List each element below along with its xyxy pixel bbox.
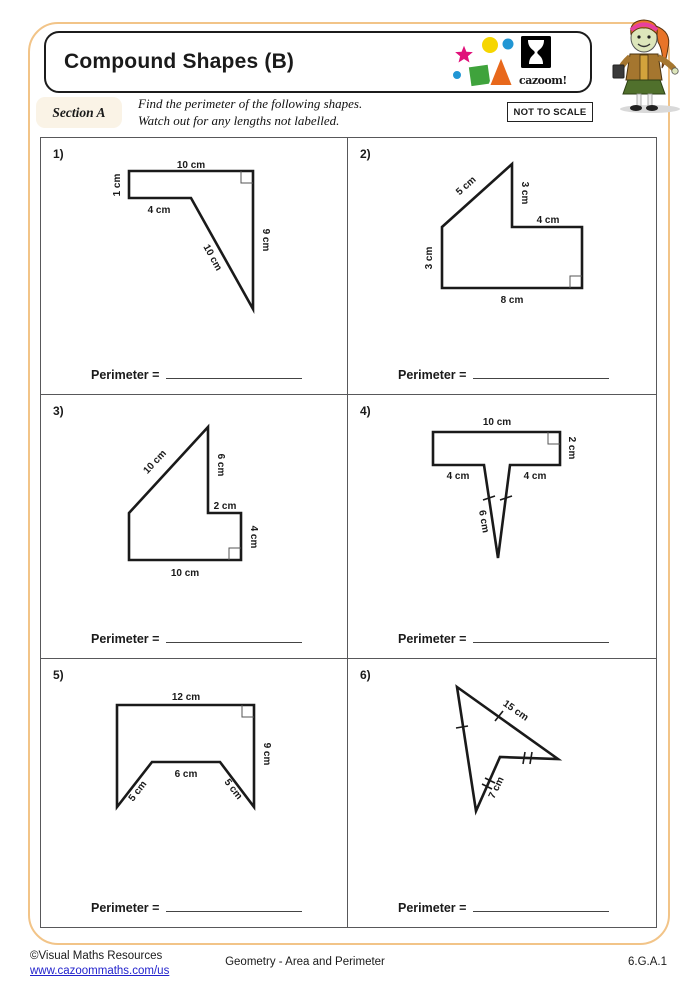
right-angle-marker (242, 705, 254, 717)
shapes-cluster-icon (450, 32, 516, 90)
problem-number: 4) (360, 404, 371, 418)
problem-number: 5) (53, 668, 64, 682)
dim-label: 9 cm (260, 228, 271, 252)
small-blue-circle-icon (452, 70, 462, 80)
answer-blank[interactable] (166, 365, 302, 379)
problem-1 (41, 138, 348, 395)
instruction-line-2: Watch out for any lengths not labelled. (138, 112, 340, 128)
dim-label: 7 cm (486, 775, 507, 801)
dim-label: 3 cm (519, 181, 530, 205)
dim-label: 10 cm (170, 568, 200, 579)
equal-length-double-tick (523, 752, 525, 764)
problem-2 (348, 138, 656, 395)
dim-label: 4 cm (446, 471, 470, 482)
dim-label: 1 cm (112, 173, 123, 197)
perimeter-row (91, 365, 302, 382)
orange-triangle-icon (489, 56, 513, 86)
shape-figure-3 (41, 395, 348, 659)
perimeter-row (91, 898, 302, 915)
star-icon (453, 43, 476, 65)
equal-length-double-tick (530, 752, 532, 764)
problem-4 (348, 395, 656, 659)
dim-label: 4 cm (248, 525, 259, 549)
equal-length-tick (456, 726, 468, 728)
dim-label: 5 cm (126, 779, 150, 804)
cazoom-goblet-icon (521, 36, 551, 68)
shape-figure-6 (348, 659, 656, 926)
yellow-circle-icon (481, 36, 499, 54)
right-angle-marker (548, 432, 560, 444)
dim-label: 6 cm (174, 769, 198, 780)
answer-blank[interactable] (166, 898, 302, 912)
problem-grid (40, 137, 657, 928)
right-angle-marker (570, 276, 582, 288)
dim-label: 9 cm (261, 742, 272, 766)
shape-figure-1 (41, 138, 348, 395)
website-link[interactable]: www.cazoommaths.com/us (30, 964, 170, 977)
not-to-scale-badge: NOT TO SCALE (507, 102, 593, 122)
dim-label: 10 cm (482, 417, 512, 428)
dim-label: 6 cm (215, 453, 226, 477)
shape-figure-2 (348, 138, 656, 395)
perimeter-row (398, 898, 609, 915)
dim-label: 8 cm (500, 295, 524, 306)
dim-label: 3 cm (424, 246, 435, 270)
right-angle-marker (241, 171, 253, 183)
perimeter-row (398, 629, 609, 646)
dim-label: 10 cm (141, 448, 169, 477)
dim-label: 10 cm (176, 160, 206, 171)
problem-3 (41, 395, 348, 659)
dim-label: 2 cm (213, 501, 237, 512)
problem-number: 3) (53, 404, 64, 418)
cazoom-wordmark: cazoom! (519, 74, 567, 87)
dim-label: 15 cm (500, 698, 531, 724)
perimeter-label: Perimeter = (398, 632, 467, 646)
problem-number: 6) (360, 668, 371, 682)
answer-blank[interactable] (473, 629, 609, 643)
perimeter-label: Perimeter = (398, 901, 467, 915)
cazoom-logo (519, 36, 567, 87)
right-angle-marker (229, 548, 241, 560)
instruction-line-1: Find the perimeter of the following shapes. (138, 96, 363, 111)
green-square-icon (468, 64, 492, 88)
copyright-text: ©Visual Maths Resources (30, 950, 163, 962)
shape-figure-5 (41, 659, 348, 926)
problem-number: 2) (360, 147, 371, 161)
footer-topic: Geometry - Area and Perimeter (225, 956, 385, 968)
perimeter-row (91, 629, 302, 646)
page-title: Compound Shapes (B) (64, 50, 295, 73)
problem-6 (348, 659, 656, 927)
blue-circle-icon (502, 38, 515, 51)
dim-label: 4 cm (536, 215, 560, 226)
perimeter-label: Perimeter = (398, 368, 467, 382)
instructions (138, 96, 362, 129)
title-box (44, 31, 592, 93)
standard-code: 6.G.A.1 (628, 956, 667, 968)
shape-figure-4 (348, 395, 656, 659)
dim-label: 5 cm (454, 174, 479, 198)
dim-label: 10 cm (200, 242, 224, 273)
dim-label: 4 cm (523, 471, 547, 482)
answer-blank[interactable] (473, 365, 609, 379)
problem-number: 1) (53, 147, 64, 161)
dim-label: 12 cm (171, 692, 201, 703)
perimeter-label: Perimeter = (91, 632, 160, 646)
perimeter-label: Perimeter = (91, 368, 160, 382)
dim-label: 2 cm (566, 436, 577, 460)
problem-5 (41, 659, 348, 927)
answer-blank[interactable] (166, 629, 302, 643)
dim-label: 5 cm (221, 777, 245, 802)
dim-label: 4 cm (147, 205, 171, 216)
teacher-character-illustration (604, 14, 696, 114)
answer-blank[interactable] (473, 898, 609, 912)
section-label: Section A (36, 97, 122, 128)
dim-label: 6 cm (476, 509, 491, 534)
perimeter-row (398, 365, 609, 382)
perimeter-label: Perimeter = (91, 901, 160, 915)
